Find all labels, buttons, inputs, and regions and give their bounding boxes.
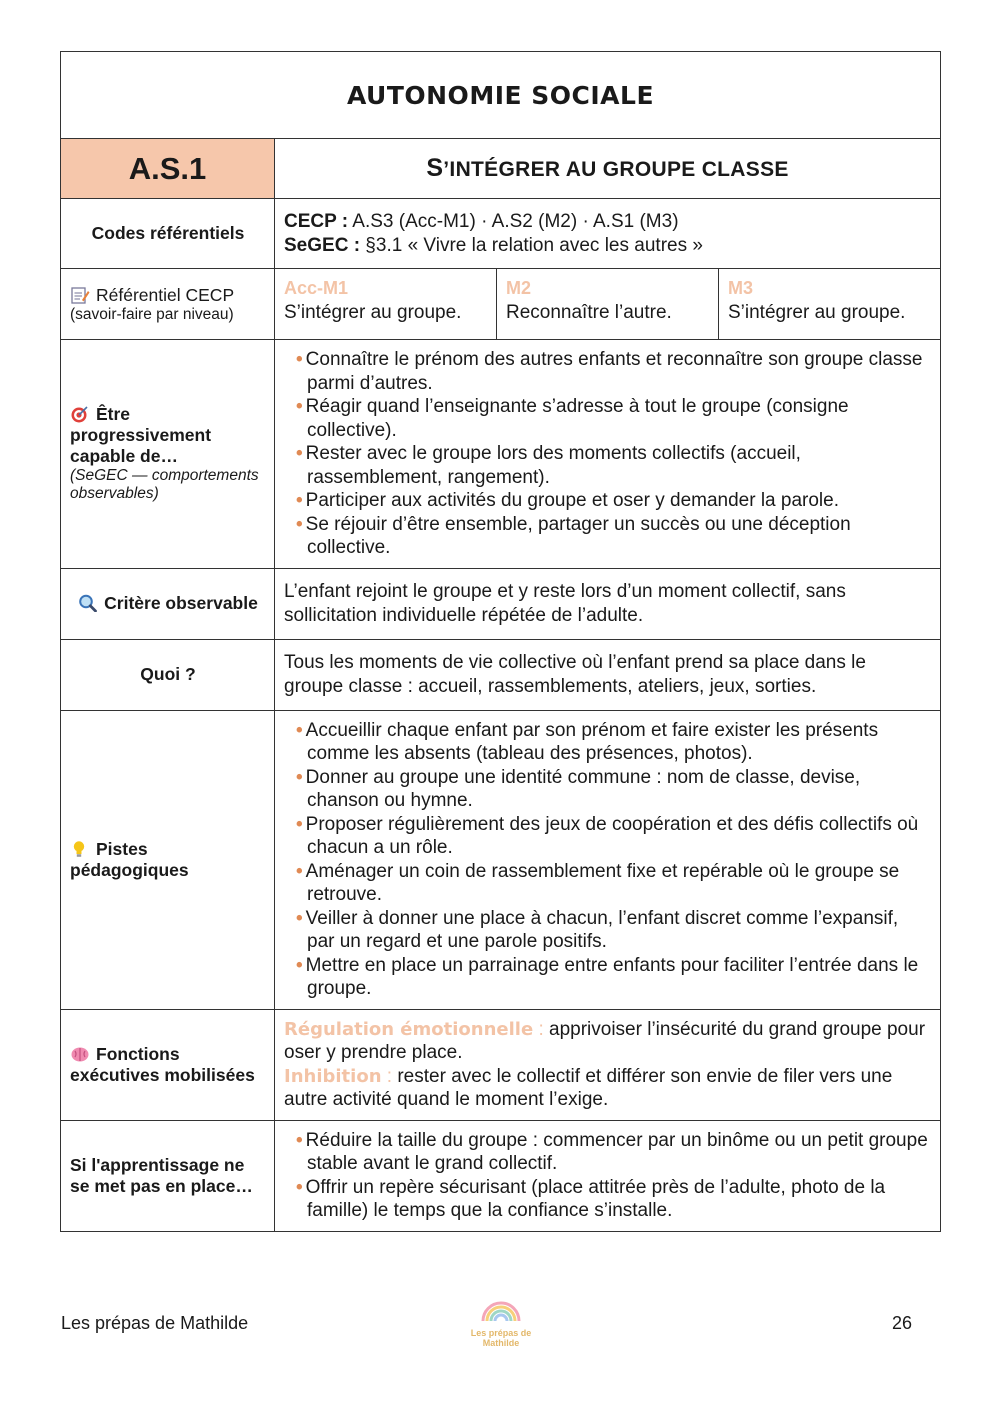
list-item: • Proposer régulièrement des jeux de coopération et des défis collectifs où chacun a un rôle. bbox=[296, 813, 919, 858]
quoi-content bbox=[275, 639, 941, 710]
pistes-label-cell bbox=[61, 710, 275, 1009]
page-title: AUTONOMIE SOCIALE bbox=[346, 80, 655, 110]
codes-label: Codes référentiels bbox=[91, 223, 245, 243]
cecp-line bbox=[284, 210, 930, 234]
referentiel-sub: (savoir-faire par niveau) bbox=[70, 305, 234, 323]
critere-label: Critère observable bbox=[104, 593, 258, 613]
list-item: • Réagir quand l’enseignante s’adresse à tout le groupe (consigne collective). bbox=[296, 396, 849, 441]
skill-code: A.S.1 bbox=[128, 150, 207, 186]
critere-text: L’enfant rejoint le groupe et y reste lors d’un moment collectif, sans sollicitation individuelle répétée de l’adulte. bbox=[284, 581, 846, 626]
fonctions-label: Fonctions exécutives mobilisées bbox=[70, 1043, 255, 1085]
cecp-key: CECP : bbox=[284, 211, 349, 232]
pistes-list bbox=[284, 719, 930, 1001]
list-item: • Participer aux activités du groupe et oser y demander la parole. bbox=[296, 490, 840, 511]
level-text: S’intégrer au groupe. bbox=[728, 301, 906, 323]
levels-row bbox=[275, 269, 940, 339]
skill-heading bbox=[426, 154, 789, 182]
list-item: • Se réjouir d’être ensemble, partager un succès ou une déception collective. bbox=[296, 513, 851, 558]
list-item: • Donner au groupe une identité commune : nom de classe, devise, chanson ou hymne. bbox=[296, 766, 861, 811]
lightbulb-icon bbox=[70, 840, 90, 858]
fiche-table bbox=[60, 51, 941, 1232]
logo-line1: Les prépas de bbox=[470, 1328, 532, 1338]
codes-label-cell bbox=[61, 199, 275, 269]
segec-value: §3.1 « Vivre la relation avec les autres » bbox=[360, 234, 703, 256]
critere-content bbox=[275, 568, 941, 639]
list-item: • Réduire la taille du groupe : commencer par un binôme ou un petit groupe stable avant le grand collectif. bbox=[296, 1129, 928, 1174]
critere-label-cell bbox=[61, 568, 275, 639]
referentiel-label-line bbox=[70, 285, 266, 306]
level-m2 bbox=[496, 269, 718, 339]
level-m3 bbox=[718, 269, 940, 339]
rainbow-logo bbox=[466, 1299, 536, 1351]
list-item: • Connaître le prénom des autres enfants et reconnaître son groupe classe parmi d’autres. bbox=[296, 349, 923, 394]
cecp-value: A.S3 (Acc-M1) · A.S2 (M2) · A.S1 (M3) bbox=[348, 211, 679, 232]
memo-icon bbox=[70, 286, 90, 304]
title-cell bbox=[61, 52, 941, 139]
footer-author: Les prépas de Mathilde bbox=[61, 1313, 249, 1333]
list-item: • Veiller à donner une place à chacun, l’enfant discret comme l’expansif, par un regard et une parole positifs. bbox=[296, 907, 899, 952]
fonction-item: Régulation émotionnelle : apprivoiser l’insécurité du grand groupe pour oser y prendre place. bbox=[284, 1018, 926, 1063]
level-acc-m1 bbox=[275, 269, 496, 339]
heading-first-letter: S bbox=[426, 154, 444, 182]
remediation-label: Si l'apprentissage ne se met pas en place… bbox=[70, 1154, 253, 1196]
segec-line bbox=[284, 234, 930, 258]
fonction-item: Inhibition : rester avec le collectif et différer son envie de filer vers une autre activité quand le moment l’exige. bbox=[284, 1065, 893, 1110]
fonctions-label-cell bbox=[61, 1009, 275, 1120]
target-icon bbox=[70, 405, 90, 423]
heading-rest: ’INTÉGRER AU GROUPE CLASSE bbox=[443, 158, 789, 181]
level-text: Reconnaître l’autre. bbox=[506, 301, 672, 323]
quoi-text: Tous les moments de vie collective où l’enfant prend sa place dans le groupe classe : accueil, rassemblements, ateliers, jeux, sorties. bbox=[284, 652, 866, 697]
magnifier-icon bbox=[78, 594, 98, 612]
level-text: S’intégrer au groupe. bbox=[284, 301, 462, 323]
etre-sub: (SeGEC — comportements observables) bbox=[70, 467, 259, 503]
etre-content bbox=[275, 340, 941, 569]
levels-cell bbox=[275, 269, 941, 340]
level-name: Acc-M1 bbox=[284, 278, 349, 298]
code-cell bbox=[61, 139, 275, 199]
pistes-content bbox=[275, 710, 941, 1009]
etre-label: Être progressivement capable de… bbox=[70, 404, 212, 467]
heading-cell bbox=[275, 139, 941, 199]
list-item: • Accueillir chaque enfant par son prénom et faire exister les présents comme les absents (tableau des présences, photos). bbox=[296, 719, 879, 764]
list-item: • Rester avec le groupe lors des moments collectifs (accueil, rassemblement, rangement). bbox=[296, 443, 801, 488]
codes-content bbox=[275, 199, 941, 269]
list-item: • Mettre en place un parrainage entre enfants pour faciliter l’entrée dans le groupe. bbox=[296, 954, 919, 999]
pistes-label: Pistes pédagogiques bbox=[70, 838, 189, 880]
remediation-list bbox=[284, 1129, 930, 1223]
referentiel-label: Référentiel CECP bbox=[96, 284, 235, 305]
level-name: M2 bbox=[506, 278, 532, 298]
etre-label-line bbox=[70, 404, 266, 467]
fonctions-content bbox=[275, 1009, 941, 1120]
etre-list bbox=[284, 348, 930, 560]
segec-key: SeGEC : bbox=[284, 234, 361, 256]
etre-label-cell bbox=[61, 340, 275, 569]
logo-line2: Mathilde bbox=[482, 1338, 520, 1348]
remediation-label-cell bbox=[61, 1120, 275, 1231]
list-item: • Aménager un coin de rassemblement fixe et repérable où le groupe se retrouve. bbox=[296, 860, 900, 905]
level-name: M3 bbox=[728, 278, 754, 298]
referentiel-label-cell bbox=[61, 269, 275, 340]
page-number: 26 bbox=[891, 1313, 912, 1333]
rainbow-icon bbox=[479, 1299, 523, 1323]
list-item: • Offrir un repère sécurisant (place attitrée près de l’adulte, photo de la famille) le temps que la confiance s’installe. bbox=[296, 1176, 886, 1221]
quoi-label: Quoi ? bbox=[140, 664, 196, 684]
quoi-label-cell bbox=[61, 639, 275, 710]
brain-icon bbox=[70, 1045, 90, 1063]
remediation-content bbox=[275, 1120, 941, 1231]
